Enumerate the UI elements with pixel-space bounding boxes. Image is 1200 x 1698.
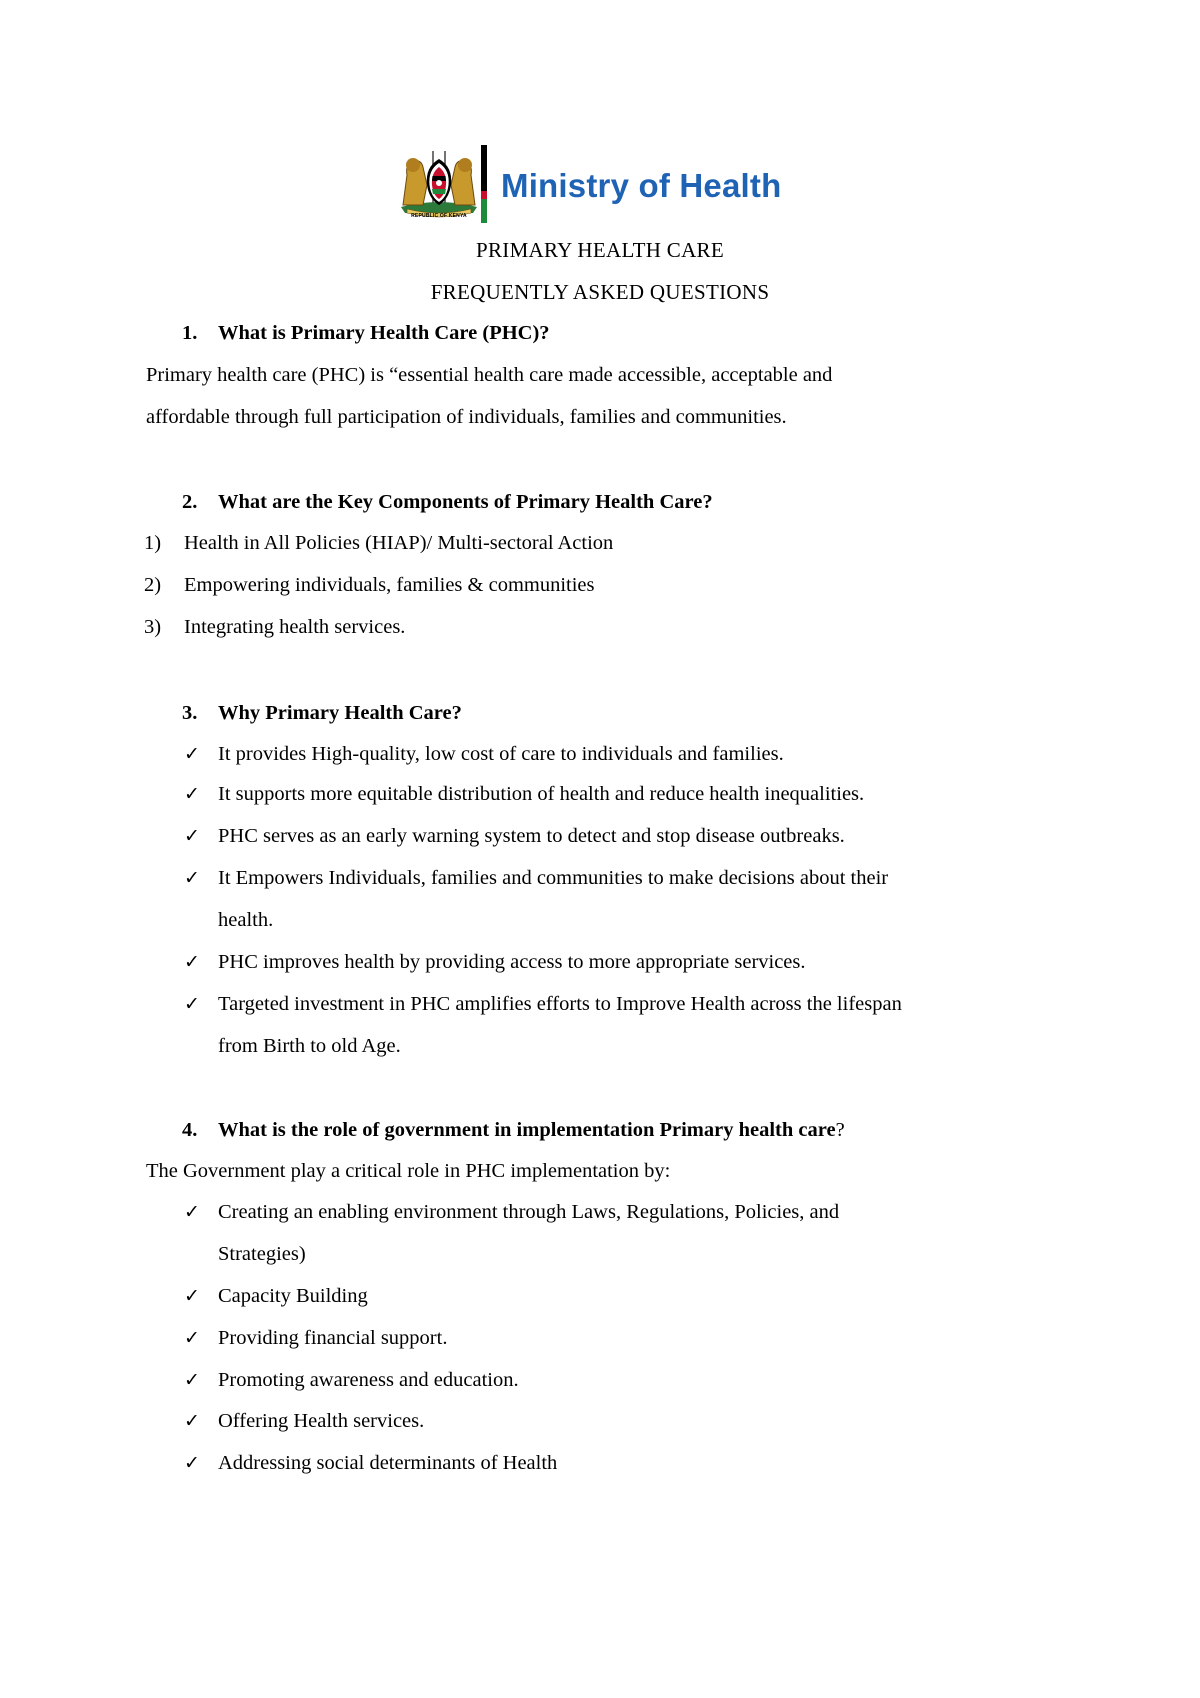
list-item-number: 3) — [144, 616, 162, 638]
list-item-number: 2) — [144, 574, 162, 596]
list-item-text: Integrating health services. — [184, 616, 406, 638]
check-list-item — [184, 1369, 519, 1392]
checkmark-icon: ✓ — [184, 1452, 200, 1474]
question-2-heading — [182, 491, 713, 514]
question-3-heading — [182, 702, 462, 725]
check-list-item — [184, 783, 864, 806]
checkmark-icon: ✓ — [184, 783, 200, 805]
checkmark-icon: ✓ — [184, 1201, 200, 1223]
check-list-item-text: PHC serves as an early warning system to detect and stop disease outbreaks. — [218, 825, 845, 847]
check-list-item-text: PHC improves health by providing access to more appropriate services. — [218, 951, 806, 973]
checkmark-icon: ✓ — [184, 1327, 200, 1349]
question-text: Why Primary Health Care? — [218, 702, 462, 724]
list-item — [144, 616, 405, 639]
question-number: 4. — [182, 1119, 198, 1141]
checkmark-icon: ✓ — [184, 951, 200, 973]
check-list-item — [184, 1285, 368, 1308]
answer-4-intro: The Government play a critical role in PHC implementation by: — [146, 1160, 671, 1182]
republic-label: REPUBLIC OF KENYA — [411, 213, 467, 219]
list-item — [144, 574, 595, 597]
check-list-item-text: Providing financial support. — [218, 1327, 448, 1349]
answer-1-line-1: Primary health care (PHC) is “essential health care made accessible, acceptable and — [146, 364, 833, 386]
question-number: 1. — [182, 322, 198, 344]
check-list-item — [184, 867, 888, 890]
list-item-number: 1) — [144, 532, 162, 554]
check-list-item-text: Offering Health services. — [218, 1410, 425, 1432]
question-number: 2. — [182, 491, 198, 513]
check-list-item-text: Promoting awareness and education. — [218, 1369, 519, 1391]
check-list-item-text: Targeted investment in PHC amplifies efforts to Improve Health across the lifespan — [218, 993, 902, 1015]
check-list-item-continuation: from Birth to old Age. — [218, 1035, 401, 1057]
question-mark: ? — [835, 1119, 845, 1141]
check-list-item-continuation: health. — [218, 909, 274, 931]
check-list-item — [184, 1410, 424, 1433]
check-list-item — [184, 825, 845, 848]
check-list-item-text: Creating an enabling environment through Laws, Regulations, Policies, and — [218, 1201, 840, 1223]
check-list-item-text: It Empowers Individuals, families and communities to make decisions about their — [218, 867, 889, 889]
check-list-item — [184, 993, 902, 1016]
check-list-item — [184, 1452, 557, 1475]
question-text: What are the Key Components of Primary Health Care? — [218, 491, 713, 513]
check-list-item — [184, 743, 784, 766]
question-text: What is the role of government in implementation Primary health care — [218, 1119, 836, 1141]
question-number: 3. — [182, 702, 198, 724]
checkmark-icon: ✓ — [184, 1410, 200, 1432]
check-list-item-continuation: Strategies) — [218, 1243, 306, 1265]
check-list-item — [184, 1201, 839, 1224]
document-subtitle: FREQUENTLY ASKED QUESTIONS — [430, 280, 770, 304]
checkmark-icon: ✓ — [184, 743, 200, 765]
question-text: What is Primary Health Care (PHC)? — [218, 322, 550, 344]
checkmark-icon: ✓ — [184, 993, 200, 1015]
check-list-item-text: It supports more equitable distribution of health and reduce health inequalities. — [218, 783, 865, 805]
checkmark-icon: ✓ — [184, 1369, 200, 1391]
document-title: PRIMARY HEALTH CARE — [475, 238, 724, 262]
check-list-item — [184, 1327, 447, 1350]
ministry-brand-text: Ministry of Health — [501, 167, 782, 204]
check-list-item-text: Capacity Building — [218, 1285, 368, 1307]
checkmark-icon: ✓ — [184, 1285, 200, 1307]
list-item-text: Health in All Policies (HIAP)/ Multi-sectoral Action — [184, 532, 614, 554]
logo-divider-bar — [481, 145, 487, 223]
check-list-item-text: It provides High-quality, low cost of care to individuals and families. — [218, 743, 784, 765]
question-1-heading — [182, 322, 550, 345]
list-item-text: Empowering individuals, families & communities — [184, 574, 595, 596]
check-list-item-text: Addressing social determinants of Health — [218, 1452, 558, 1474]
check-list-item — [184, 951, 806, 974]
list-item — [144, 532, 613, 555]
checkmark-icon: ✓ — [184, 867, 200, 889]
question-4-heading — [182, 1119, 845, 1142]
checkmark-icon: ✓ — [184, 825, 200, 847]
answer-1-line-2: affordable through full participation of individuals, families and communities. — [146, 406, 787, 428]
ministry-logo — [393, 145, 813, 225]
